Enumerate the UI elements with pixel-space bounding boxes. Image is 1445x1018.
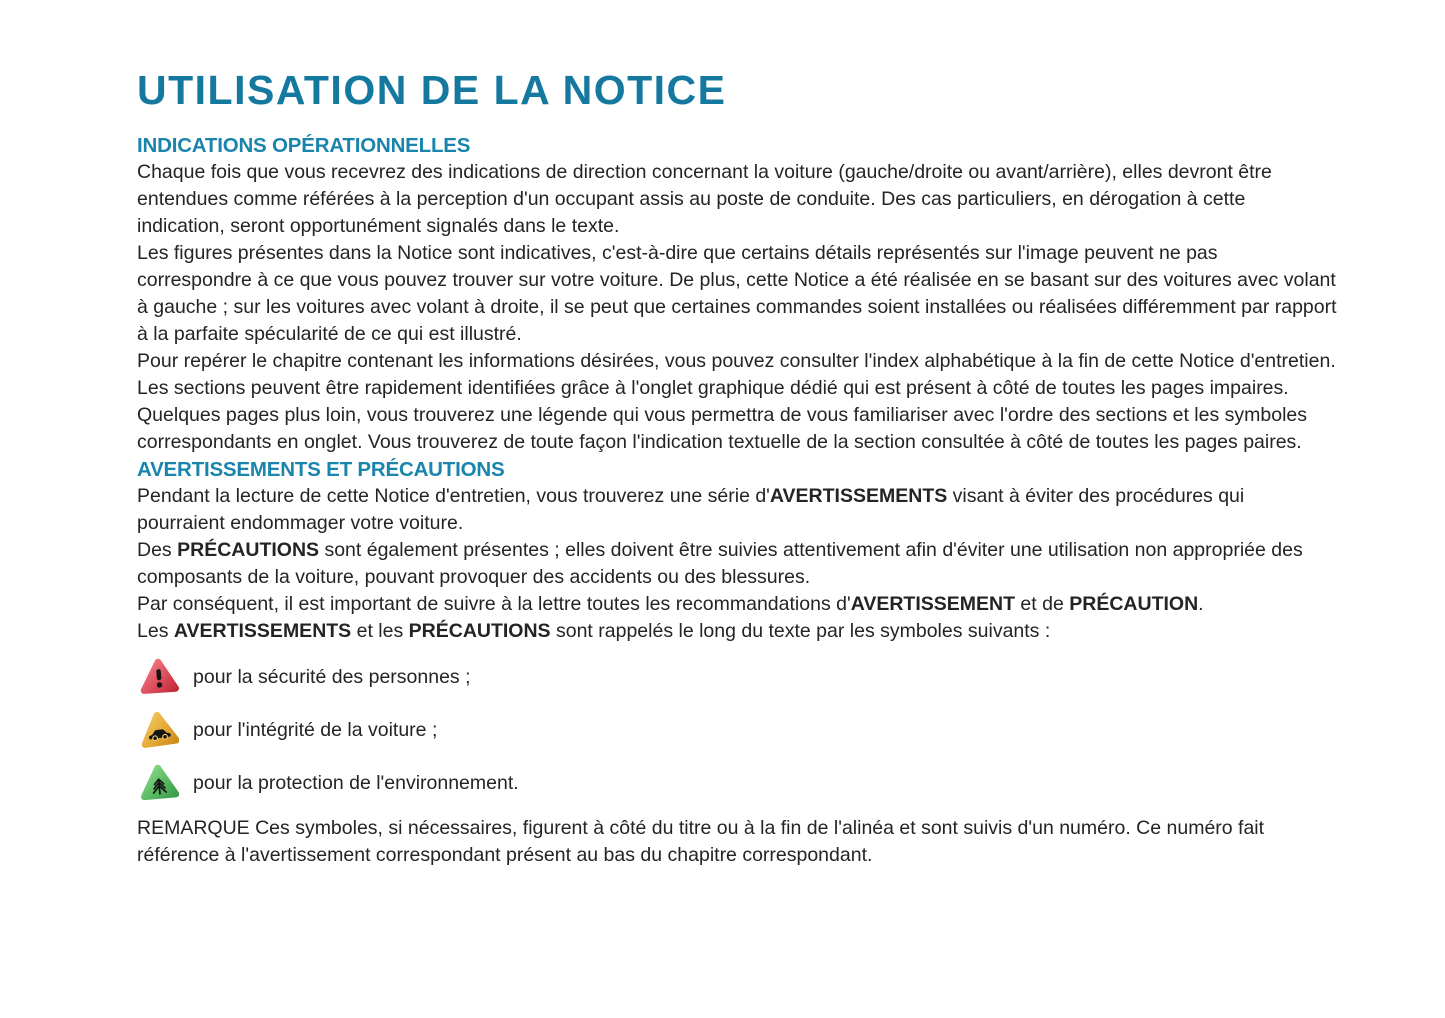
text-segment: et de	[1015, 593, 1070, 615]
page-title: UTILISATION DE LA NOTICE	[137, 67, 727, 113]
bold-precautions2: PRÉCAUTIONS	[408, 620, 551, 642]
symbol-row-vehicle	[139, 709, 1340, 751]
text-segment: Des	[137, 539, 178, 561]
symbol-row-safety	[139, 656, 1340, 698]
remark-paragraph: REMARQUE Ces symboles, si nécessaires, figurent à côté du titre ou à la fin de l'alinéa et sont suivis d'un numéro. Ce numéro fait référence à l'avertissement correspondant présent au bas du chapitre correspondant.	[137, 817, 1265, 866]
bold-avertissement: AVERTISSEMENT	[850, 593, 1016, 615]
paragraph-index: Pour repérer le chapitre contenant les informations désirées, vous pouvez consulter l'index alphabétique à la fin de cette Notice d'entretien.	[137, 350, 1336, 372]
text-segment: Pendant la lecture de cette Notice d'entretien, vous trouverez une série d'	[137, 485, 770, 507]
text-segment: Par conséquent, il est important de suivre à la lettre toutes les recommandations d'	[137, 593, 851, 615]
paragraph-recommandations	[137, 591, 1337, 618]
paragraph-figures: Les figures présentes dans la Notice sont indicatives, c'est-à-dire que certains détails représentés sur l'image peuvent ne pas correspondre à ce que vous pouvez trouver sur votre voiture. De plus, cette Notice a été réalisée en se basant sur des voitures avec volant à gauche ; sur les voitures avec volant à droite, il se peut que certaines commandes soient installées ou réalisées différemment par rapport à la parfaite spécularité de ce qui est illustré.	[137, 242, 1337, 345]
vehicle-integrity-icon	[139, 710, 179, 750]
paragraph-precautions	[137, 537, 1337, 591]
text-segment: sont également présentes ; elles doivent être suivies attentivement afin d'éviter une utilisation non appropriée des composants de la voiture, pouvant provoquer des accidents ou des blessures.	[137, 539, 1303, 588]
text-segment: et les	[351, 620, 409, 642]
section-heading-warnings: AVERTISSEMENTS ET PRÉCAUTIONS	[137, 458, 505, 481]
bold-avertissements2: AVERTISSEMENTS	[173, 620, 352, 642]
bold-precautions: PRÉCAUTIONS	[177, 539, 320, 561]
symbol-row-environment	[139, 762, 1340, 804]
text-segment: Les	[137, 620, 174, 642]
text-segment: visant à éviter des procédures qui pourraient endommager votre voiture.	[137, 485, 1245, 534]
paragraph-symboles-intro	[137, 618, 1337, 645]
paragraph-sections: Les sections peuvent être rapidement identifiées grâce à l'onglet graphique dédié qui est présent à côté de toutes les pages impaires. Quelques pages plus loin, vous trouverez une légende qui vous permettra de vous familiariser avec l'ordre des sections et les symboles correspondants en onglet. Vous trouverez de toute façon l'indication textuelle de la section consultée à côté de toutes les pages paires.	[137, 377, 1308, 453]
safety-warning-icon	[139, 657, 179, 697]
paragraph-directions: Chaque fois que vous recevrez des indications de direction concernant la voiture (gauche/droite ou avant/arrière), elles devront être entendues comme référées à la perception d'un occupant assis au poste de conduite. Des cas particuliers, en dérogation à cette indication, seront opportunément signalés dans le texte.	[137, 161, 1272, 237]
paragraph-avertissements	[137, 483, 1337, 537]
text-segment: .	[1198, 593, 1204, 615]
symbol-label: pour l'intégrité de la voiture ;	[193, 718, 438, 741]
bold-precaution: PRÉCAUTION	[1069, 593, 1199, 615]
section-heading-operational: INDICATIONS OPÉRATIONNELLES	[137, 134, 471, 157]
environment-protection-icon	[139, 763, 179, 803]
symbol-label: pour la protection de l'environnement.	[193, 771, 519, 794]
bold-avertissements: AVERTISSEMENTS	[769, 485, 948, 507]
symbol-label: pour la sécurité des personnes ;	[193, 665, 471, 688]
text-segment: sont rappelés le long du texte par les symboles suivants :	[550, 620, 1051, 642]
